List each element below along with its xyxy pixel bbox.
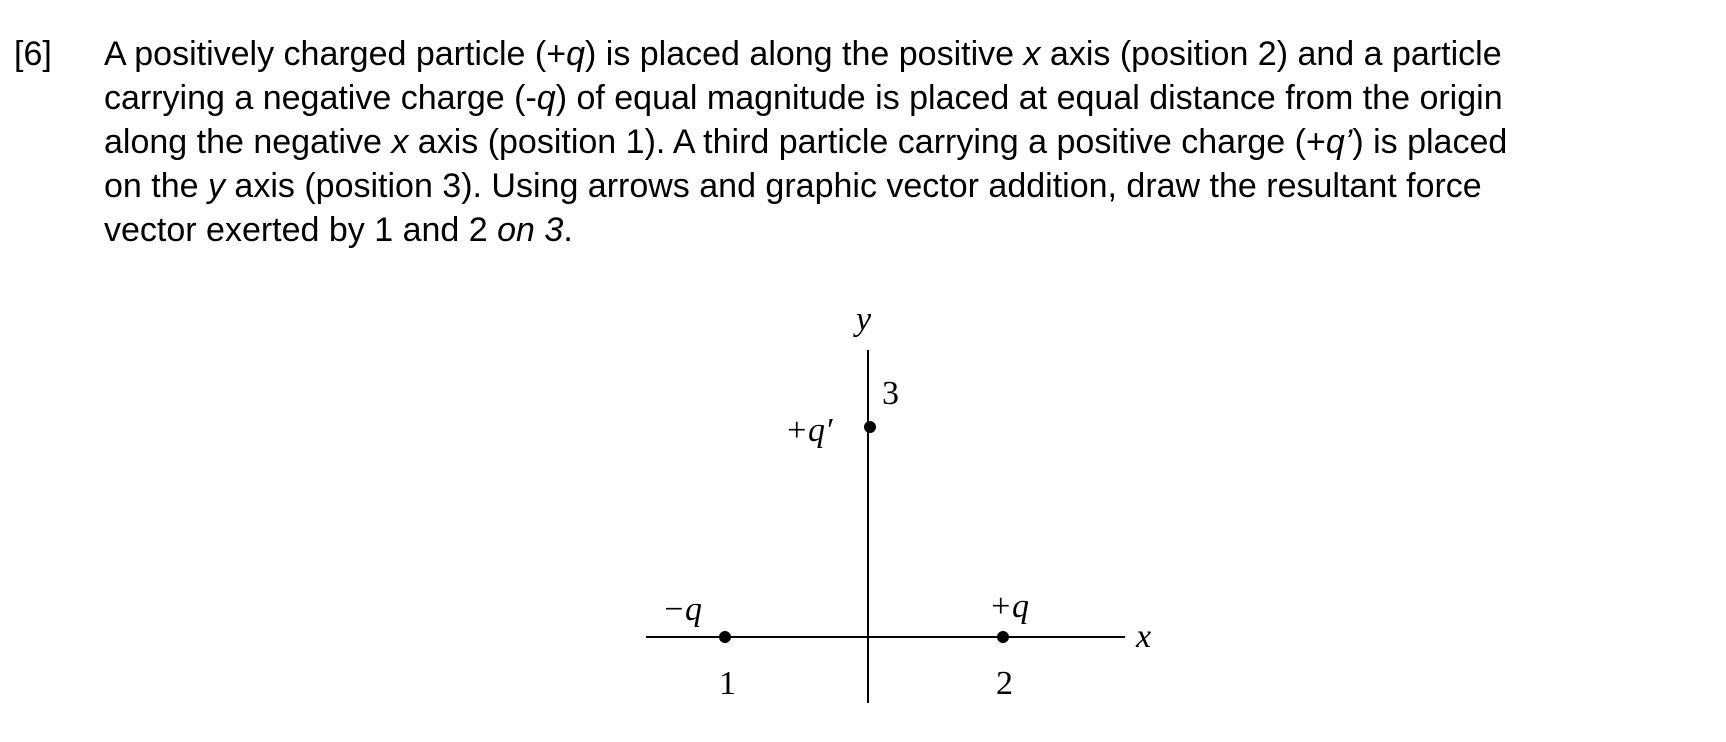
- question-text-segment: x: [1023, 35, 1041, 73]
- x-axis-label: x: [1136, 618, 1152, 655]
- question-text-segment: .: [563, 211, 573, 249]
- question-text-segment: A positively charged particle (+: [104, 35, 567, 73]
- question-text-segment: y: [207, 167, 225, 205]
- particle-2-dot: [997, 631, 1009, 643]
- question-text-segment: q: [566, 35, 585, 73]
- question-text-segment: axis (position 1). A third particle carrying a positive charge (+: [408, 123, 1326, 161]
- question-text-segment: along the negative: [104, 123, 392, 161]
- question-text-segment: axis (position 3). Using arrows and graphic vector addition, draw the resultant force: [224, 167, 1482, 205]
- question-text-segment: on 3: [497, 211, 564, 249]
- question-text-segment: ) is placed along the positive: [585, 35, 1024, 73]
- question-text-segment: q: [536, 79, 556, 117]
- particle-1-position-label: 1: [719, 665, 736, 702]
- question-text-segment: x: [391, 123, 409, 161]
- particle-3-charge-label: +q′: [785, 412, 833, 449]
- question-text-segment: axis (position 2) and a particle: [1040, 35, 1502, 73]
- question-text-segment: q’: [1325, 123, 1353, 161]
- question-text-segment: ) of equal magnitude is placed at equal distance from the origin: [555, 79, 1503, 117]
- y-axis-label: y: [856, 301, 872, 338]
- question-text-segment: carrying a negative charge (-: [104, 79, 537, 117]
- question-number: [6]: [14, 35, 52, 73]
- particle-2-position-label: 2: [996, 665, 1013, 702]
- question-text-segment: on the: [104, 167, 208, 205]
- particle-3-position-label: 3: [882, 375, 899, 412]
- question-text-segment: ) is placed: [1352, 123, 1508, 161]
- particle-1-dot: [719, 631, 731, 643]
- particle-2-charge-label: +q: [989, 588, 1029, 625]
- question-text-segment: vector exerted by 1 and 2: [104, 211, 498, 249]
- particle-1-charge-label: −q: [662, 591, 702, 628]
- particle-3-dot: [864, 421, 876, 433]
